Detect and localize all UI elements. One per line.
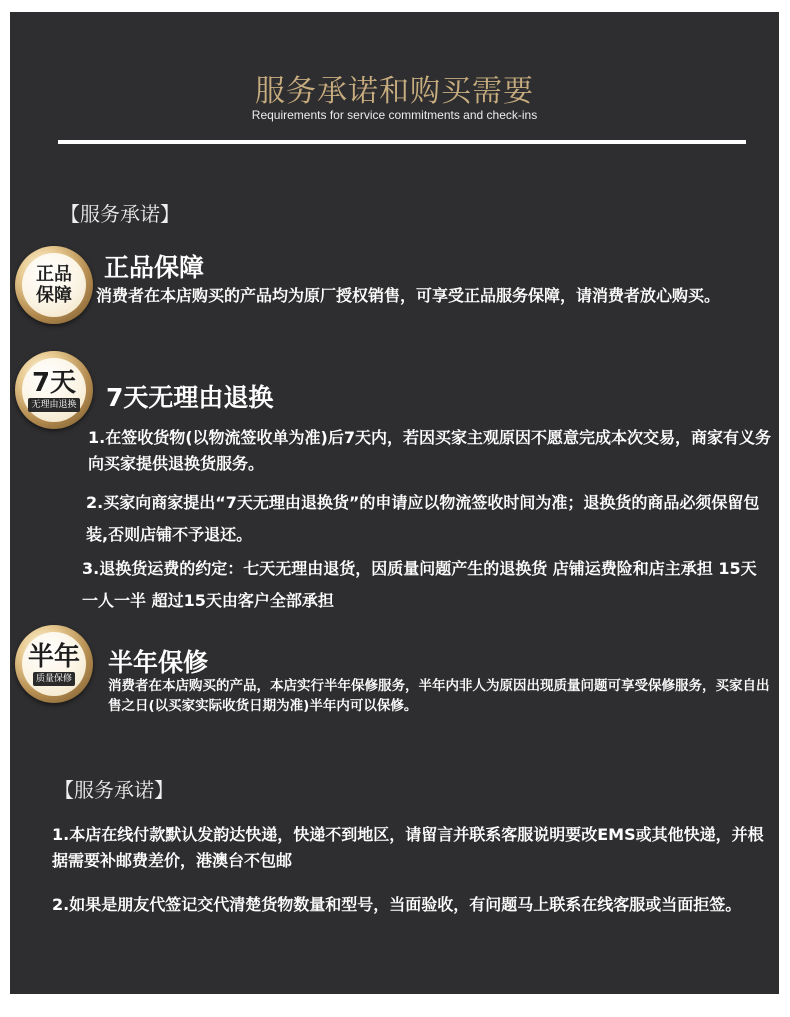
returns-badge-icon	[15, 351, 93, 429]
service-item-1: 1.本店在线付款默认发韵达快递，快递不到地区，请留言并联系客服说明要改EMS或其他快递，并根据需要补邮费差价，港澳台不包邮	[52, 825, 764, 870]
page-title: 服务承诺和购买需要	[255, 74, 534, 109]
section-label-service-2: 【服务承诺】	[54, 778, 174, 802]
genuine-badge-face	[22, 253, 86, 317]
returns-item-1: 1.在签收货物(以物流签收单为准)后7天内，若因买家主观原因不愿意完成本次交易，商家有义务向买家提供退换货服务。	[88, 428, 771, 473]
genuine-badge-icon	[15, 246, 93, 324]
returns-badge-small: 无理由退换	[28, 398, 79, 412]
genuine-badge-line1: 正品	[36, 264, 72, 285]
returns-item-3: 3.退换货运费的约定：七天无理由退货，因质量问题产生的退换货 店铺运费险和店主承担 15天 一人一半 超过15天由客户全部承担	[82, 559, 757, 610]
warranty-badge-small: 质量保修	[33, 672, 75, 686]
genuine-heading: 正品保障	[104, 253, 205, 282]
returns-badge-face	[22, 358, 86, 422]
returns-item-2: 2.买家向商家提出“7天无理由退换货”的申请应以物流签收时间为准；退换货的商品必须保留包装,否则店铺不予退还。	[86, 493, 760, 544]
warranty-badge-face	[22, 632, 86, 696]
service-panel	[10, 12, 779, 994]
warranty-badge-icon	[15, 625, 93, 703]
warranty-badge-big: 半年	[27, 641, 80, 672]
section-label-service: 【服务承诺】	[60, 202, 180, 226]
warranty-heading: 半年保修	[108, 648, 209, 677]
genuine-text: 消费者在本店购买的产品均为原厂授权销售，可享受正品服务保障，请消费者放心购买。	[96, 286, 721, 305]
returns-heading: 7天无理由退换	[106, 383, 274, 412]
title-divider	[58, 140, 746, 144]
service-item-2: 2.如果是朋友代签记交代清楚货物数量和型号，当面验收，有问题马上联系在线客服或当面拒签。	[52, 895, 742, 914]
page-subtitle: Requirements for service commitments and check-ins	[251, 108, 538, 122]
warranty-text: 消费者在本店购买的产品，本店实行半年保修服务，半年内非人为原因出现质量问题可享受保修服务，买家自出售之日(以买家实际收货日期为准)半年内可以保修。	[108, 678, 770, 714]
returns-badge-big: 7天	[31, 367, 77, 398]
genuine-badge-line2: 保障	[36, 285, 72, 306]
